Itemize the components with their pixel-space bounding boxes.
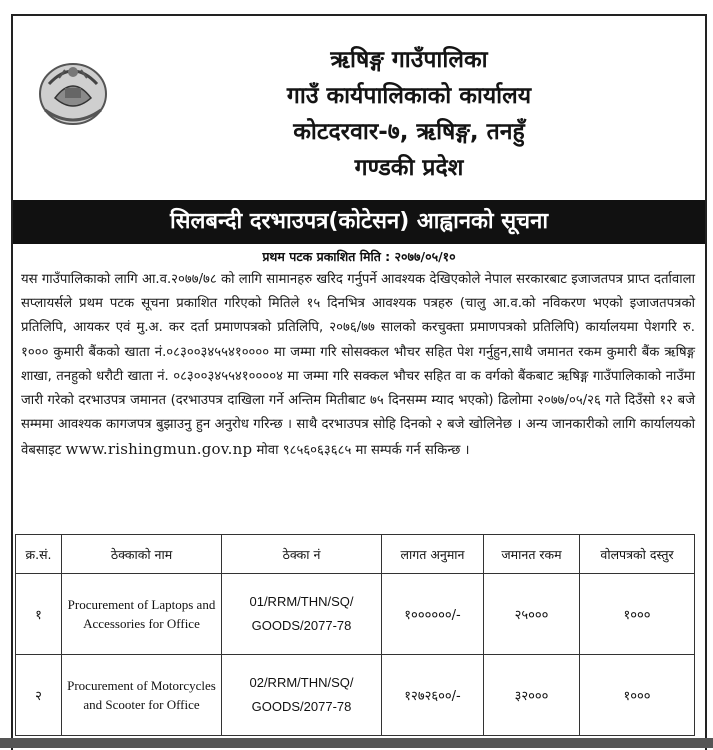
cell-deposit: ३२००० (484, 655, 580, 736)
notice-body-contact: मोवा ९८५६०६३६८५ मा सम्पर्क गर्न सकिन्छ । (256, 443, 470, 459)
table-header-row (16, 535, 695, 574)
col-header-deposit: जमानत रकम (484, 535, 580, 574)
notice-body (21, 268, 695, 464)
cell-ref: 02/RRM/THN/SQ/ GOODS/2077-78 (222, 655, 382, 736)
notice-title-banner: सिलबन्दी दरभाउपत्र(कोटेसन) आह्वानको सूचना (13, 200, 705, 244)
cell-fee: १००० (580, 655, 695, 736)
col-header-ref: ठेक्का नं (222, 535, 382, 574)
notice-body-text: यस गाउँपालिकाको लागि आ.व.२०७७/७८ को लागि सामानहरु खरिद गर्नुपर्ने आवश्यक देखिएकोले नेपाल सरकारबाट इजाजतपत्र प्राप्त दर्तावाला सप्लायर्सले प्रथम पटक सूचना प्रकाशित गरिएको मितिले १५ दिनभित्र आवश्यक पत्रहरु (चालु आ.व.को नविकरण भएको इजाजतपत्रको प्रतिलिपि, आयकर एवं मु.अ. कर दर्ता प्रमाणपत्रको प्रतिलिपि, २०७६/७७ सालको करचुक्ता प्रमाणपत्रको प्रतिलिपि) कार्यालयमा पेशगरि रु. १००० कुमारी बैंकको खाता नं.०८३००३४५५४१०००० मा जम्मा गरि सोसक्कल भौचर सहित पेश गर्नुहुन,साथै जमानत रकम कुमारी बैंक ऋषिङ्ग शाखा, तनहुको धरौटी खाता नं. ०८३००३४५५४१००००४ मा जम्मा गरि सक्कल भौचर सहित वा क वर्गको बैंकबाट ऋषिङ्ग गाउँपालिकाको नाउँमा जारी गरेको दरभाउपत्र जमानत (दरभाउपत्र दाखिला गर्ने अन्तिम मितीबाट ७५ दिनसम्म म्याद भएको) ढिलोमा २०७७/०५/२६ गते दिउँसो १२ बजे सम्ममा आवश्यक कागजपत्र बुझाउनु हुन अनुरोध गरिन्छ । साथै दरभाउपत्र सोहि दिनको २ बजे खोलिनेछ । अन्य जानकारीको लागि कार्यालयको वेबसाइट (21, 272, 695, 459)
col-header-fee: वोलपत्रको दस्तुर (580, 535, 695, 574)
cell-name: Procurement of Motorcycles and Scooter for Office (62, 655, 222, 736)
publication-date: प्रथम पटक प्रकाशित मिति : २०७७/०५/१० (262, 249, 456, 264)
notice-page (11, 14, 707, 750)
municipality-name: ऋषिङ्ग गाउँपालिका (330, 47, 488, 73)
cell-deposit: २५००० (484, 574, 580, 655)
tender-table (15, 534, 695, 736)
office-name: गाउँ कार्यपालिकाको कार्यालय (286, 83, 532, 109)
cell-fee: १००० (580, 574, 695, 655)
notice-header (13, 16, 705, 200)
col-header-sn: क्र.सं. (16, 535, 62, 574)
table-row (16, 655, 695, 736)
office-address: कोटदरवार-७, ऋषिङ्ग, तनहुँ (293, 119, 525, 145)
cell-sn: १ (16, 574, 62, 655)
office-heading (123, 42, 695, 186)
bottom-bar (0, 738, 713, 748)
table-row (16, 574, 695, 655)
government-emblem-icon (35, 54, 111, 130)
col-header-cost: लागत अनुमान (382, 535, 484, 574)
cell-cost: १२७२६००/- (382, 655, 484, 736)
col-header-name: ठेक्काको नाम (62, 535, 222, 574)
cell-ref: 01/RRM/THN/SQ/ GOODS/2077-78 (222, 574, 382, 655)
cell-cost: १००००००/- (382, 574, 484, 655)
cell-name: Procurement of Laptops and Accessories for Office (62, 574, 222, 655)
province-name: गण्डकी प्रदेश (354, 155, 464, 181)
office-website-link[interactable]: www.rishingmun.gov.np (65, 440, 253, 459)
cell-sn: २ (16, 655, 62, 736)
